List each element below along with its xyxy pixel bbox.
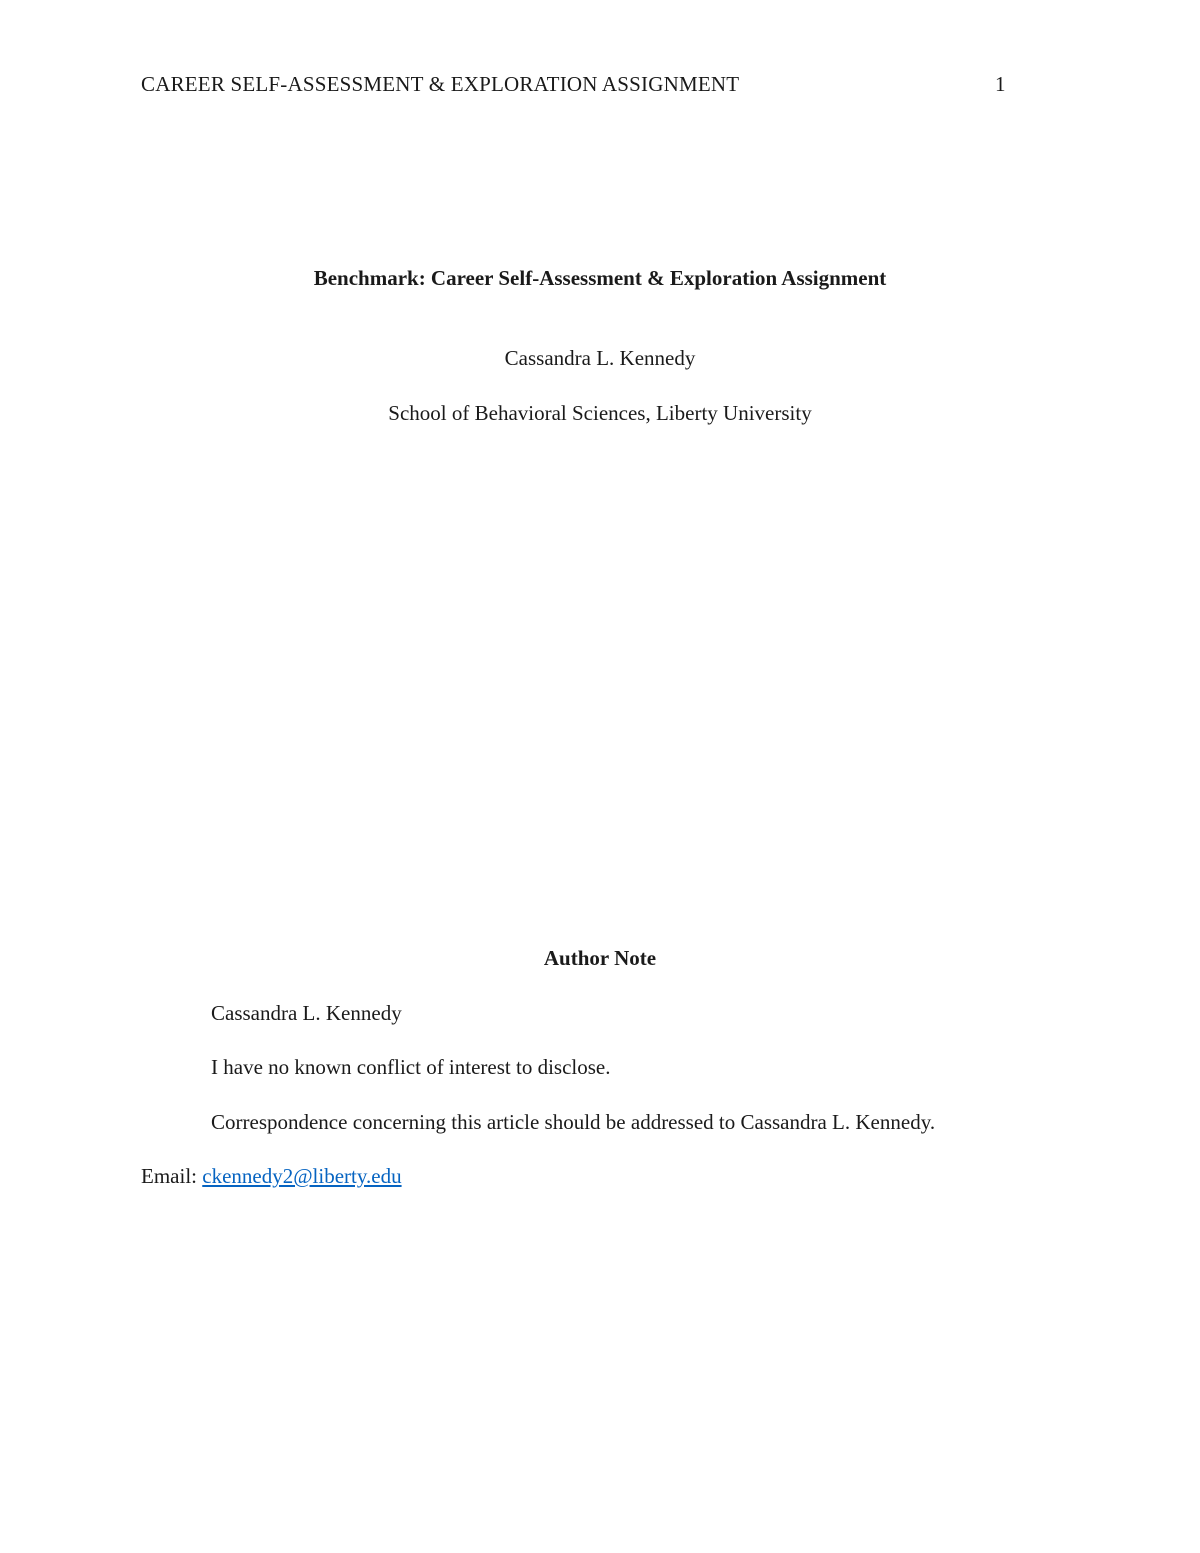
author-name: Cassandra L. Kennedy — [504, 346, 696, 370]
paper-title: Benchmark: Career Self-Assessment & Exploration Assignment — [313, 266, 887, 290]
author-affiliation: School of Behavioral Sciences, Liberty University — [388, 401, 812, 425]
page-number: 1 — [995, 72, 1006, 96]
email-label: Email: — [141, 1164, 203, 1188]
conflict-of-interest-statement: I have no known conflict of interest to disclose. — [211, 1055, 611, 1079]
correspondence-statement: Correspondence concerning this article should be addressed to Cassandra L. Kennedy. — [211, 1110, 936, 1134]
author-note-name: Cassandra L. Kennedy — [211, 1001, 402, 1025]
running-head: CAREER SELF-ASSESSMENT & EXPLORATION ASSIGNMENT — [141, 72, 740, 96]
author-note-heading: Author Note — [543, 946, 657, 970]
email-line — [141, 1164, 402, 1189]
email-link[interactable]: ckennedy2@liberty.edu — [202, 1164, 402, 1188]
